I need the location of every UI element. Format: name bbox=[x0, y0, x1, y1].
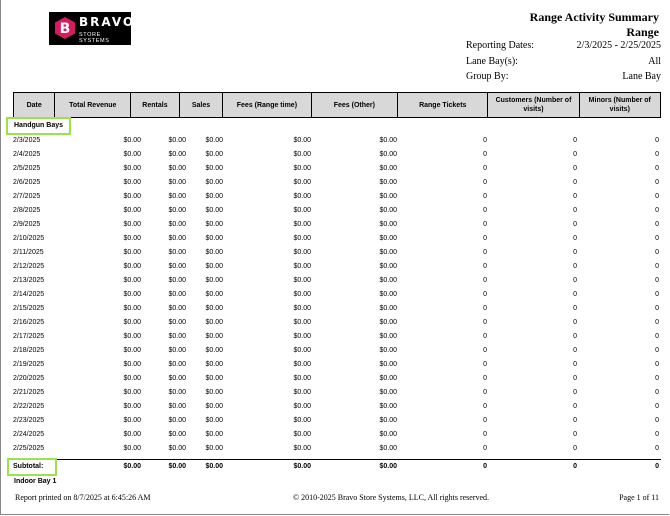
cell-range-tickets: 0 bbox=[483, 235, 487, 242]
cell-minors: 0 bbox=[655, 207, 659, 214]
col-range-tickets: Range Tickets bbox=[398, 93, 488, 118]
cell-date: 2/24/2025 bbox=[13, 431, 45, 438]
cell-customers: 0 bbox=[573, 221, 577, 228]
logo-brand: BRAVO bbox=[79, 15, 136, 29]
cell-date: 2/13/2025 bbox=[13, 277, 45, 284]
cell-rentals: $0.00 bbox=[168, 417, 186, 424]
cell-rentals: $0.00 bbox=[168, 263, 186, 270]
cell-minors: 0 bbox=[655, 417, 659, 424]
cell-range-tickets: 0 bbox=[483, 151, 487, 158]
cell-customers: 0 bbox=[573, 403, 577, 410]
cell-fees-range: $0.00 bbox=[293, 207, 311, 214]
cell-fees-range: $0.00 bbox=[293, 417, 311, 424]
cell-customers: 0 bbox=[573, 333, 577, 340]
cell-sales: $0.00 bbox=[205, 375, 223, 382]
cell-minors: 0 bbox=[655, 431, 659, 438]
cell-total-revenue: $0.00 bbox=[123, 305, 141, 312]
cell-fees-range: $0.00 bbox=[293, 277, 311, 284]
cell-minors: 0 bbox=[655, 277, 659, 284]
cell-minors: 0 bbox=[655, 151, 659, 158]
cell-range-tickets: 0 bbox=[483, 375, 487, 382]
cell-sales: $0.00 bbox=[205, 347, 223, 354]
table-row bbox=[13, 358, 661, 372]
highlight-subtotal bbox=[7, 458, 57, 476]
cell-fees-other: $0.00 bbox=[379, 249, 397, 256]
cell-customers: 0 bbox=[573, 179, 577, 186]
cell-rentals: $0.00 bbox=[168, 305, 186, 312]
cell-sales: $0.00 bbox=[205, 193, 223, 200]
cell-fees-range: $0.00 bbox=[293, 263, 311, 270]
cell-customers: 0 bbox=[573, 361, 577, 368]
table-row bbox=[13, 260, 661, 274]
cell-minors: 0 bbox=[655, 347, 659, 354]
cell-range-tickets: 0 bbox=[483, 347, 487, 354]
cell-rentals: $0.00 bbox=[168, 319, 186, 326]
table-row bbox=[13, 274, 661, 288]
cell-fees-other: $0.00 bbox=[379, 361, 397, 368]
cell-fees-other: $0.00 bbox=[379, 277, 397, 284]
cell-total-revenue: $0.00 bbox=[123, 333, 141, 340]
cell-sales: $0.00 bbox=[205, 165, 223, 172]
cell-date: 2/3/2025 bbox=[13, 137, 41, 144]
cell-rentals: $0.00 bbox=[168, 235, 186, 242]
cell-fees-range: $0.00 bbox=[293, 445, 311, 452]
cell-date: 2/20/2025 bbox=[13, 375, 45, 382]
cell-fees-range: $0.00 bbox=[293, 165, 311, 172]
cell-minors: 0 bbox=[655, 221, 659, 228]
cell-fees-range: $0.00 bbox=[293, 193, 311, 200]
cell-customers: 0 bbox=[573, 445, 577, 452]
table-row bbox=[13, 302, 661, 316]
cell-minors: 0 bbox=[655, 137, 659, 144]
cell-minors: 0 bbox=[655, 319, 659, 326]
cell-fees-other: $0.00 bbox=[379, 403, 397, 410]
table-row bbox=[13, 190, 661, 204]
cell-fees-other: $0.00 bbox=[379, 179, 397, 186]
table-row bbox=[13, 442, 661, 456]
cell-fees-range: $0.00 bbox=[293, 361, 311, 368]
footer-page-number: Page 1 of 11 bbox=[619, 493, 659, 502]
cell-fees-other: $0.00 bbox=[379, 235, 397, 242]
cell-date: 2/22/2025 bbox=[13, 403, 45, 410]
group-indoor-bay-1: Indoor Bay 1 bbox=[14, 478, 57, 485]
cell-fees-range: $0.00 bbox=[293, 235, 311, 242]
subtotal-row bbox=[13, 459, 661, 474]
cell-fees-other: $0.00 bbox=[379, 151, 397, 158]
cell-rentals: $0.00 bbox=[168, 151, 186, 158]
cell-minors: 0 bbox=[655, 193, 659, 200]
cell-range-tickets: 0 bbox=[483, 333, 487, 340]
cell-total-revenue: $0.00 bbox=[123, 221, 141, 228]
cell-range-tickets: 0 bbox=[483, 361, 487, 368]
cell-customers: 0 bbox=[573, 137, 577, 144]
cell-total-revenue: $0.00 bbox=[123, 431, 141, 438]
cell-rentals: $0.00 bbox=[168, 249, 186, 256]
cell-fees-other: $0.00 bbox=[379, 291, 397, 298]
cell-sales: $0.00 bbox=[205, 305, 223, 312]
cell-fees-other: $0.00 bbox=[379, 445, 397, 452]
group-handgun-bays: Handgun Bays bbox=[14, 122, 64, 129]
subtotal-sales: $0.00 bbox=[205, 463, 223, 470]
cell-total-revenue: $0.00 bbox=[123, 389, 141, 396]
col-rentals: Rentals bbox=[131, 93, 180, 118]
cell-customers: 0 bbox=[573, 207, 577, 214]
cell-fees-range: $0.00 bbox=[293, 389, 311, 396]
cell-fees-other: $0.00 bbox=[379, 319, 397, 326]
cell-date: 2/18/2025 bbox=[13, 347, 45, 354]
bravo-logo bbox=[49, 12, 136, 45]
cell-total-revenue: $0.00 bbox=[123, 291, 141, 298]
footer-copyright: © 2010-2025 Bravo Store Systems, LLC, All rights reserved. bbox=[293, 493, 490, 502]
cell-rentals: $0.00 bbox=[168, 221, 186, 228]
cell-customers: 0 bbox=[573, 319, 577, 326]
cell-sales: $0.00 bbox=[205, 417, 223, 424]
cell-rentals: $0.00 bbox=[168, 445, 186, 452]
cell-sales: $0.00 bbox=[205, 333, 223, 340]
cell-date: 2/15/2025 bbox=[13, 305, 45, 312]
cell-date: 2/11/2025 bbox=[13, 249, 44, 256]
cell-customers: 0 bbox=[573, 417, 577, 424]
cell-rentals: $0.00 bbox=[168, 193, 186, 200]
meta-label: Lane Bay(s): bbox=[466, 56, 518, 67]
cell-sales: $0.00 bbox=[205, 263, 223, 270]
cell-fees-range: $0.00 bbox=[293, 221, 311, 228]
cell-minors: 0 bbox=[655, 403, 659, 410]
cell-fees-other: $0.00 bbox=[379, 389, 397, 396]
cell-rentals: $0.00 bbox=[168, 403, 186, 410]
table-row bbox=[13, 344, 661, 358]
cell-fees-range: $0.00 bbox=[293, 137, 311, 144]
cell-fees-other: $0.00 bbox=[379, 137, 397, 144]
table-row bbox=[13, 288, 661, 302]
table-row bbox=[13, 148, 661, 162]
cell-minors: 0 bbox=[655, 291, 659, 298]
cell-total-revenue: $0.00 bbox=[123, 249, 141, 256]
cell-rentals: $0.00 bbox=[168, 431, 186, 438]
meta-value: All bbox=[648, 56, 661, 67]
cell-sales: $0.00 bbox=[205, 403, 223, 410]
cell-rentals: $0.00 bbox=[168, 207, 186, 214]
cell-date: 2/21/2025 bbox=[13, 389, 45, 396]
cell-rentals: $0.00 bbox=[168, 277, 186, 284]
cell-sales: $0.00 bbox=[205, 179, 223, 186]
cell-fees-other: $0.00 bbox=[379, 417, 397, 424]
cell-minors: 0 bbox=[655, 235, 659, 242]
cell-minors: 0 bbox=[655, 305, 659, 312]
subtotal-fees-other: $0.00 bbox=[379, 463, 397, 470]
col-customers: Customers (Number of visits) bbox=[488, 93, 579, 118]
cell-date: 2/25/2025 bbox=[13, 445, 45, 452]
cell-total-revenue: $0.00 bbox=[123, 319, 141, 326]
cell-fees-other: $0.00 bbox=[379, 431, 397, 438]
table-row bbox=[13, 232, 661, 246]
cell-rentals: $0.00 bbox=[168, 333, 186, 340]
cell-date: 2/16/2025 bbox=[13, 319, 45, 326]
cell-date: 2/8/2025 bbox=[13, 207, 41, 214]
cell-range-tickets: 0 bbox=[483, 403, 487, 410]
cell-fees-range: $0.00 bbox=[293, 305, 311, 312]
cell-fees-other: $0.00 bbox=[379, 165, 397, 172]
cell-fees-other: $0.00 bbox=[379, 333, 397, 340]
cell-total-revenue: $0.00 bbox=[123, 179, 141, 186]
subtotal-fees-range: $0.00 bbox=[293, 463, 311, 470]
cell-rentals: $0.00 bbox=[168, 179, 186, 186]
cell-date: 2/6/2025 bbox=[13, 179, 41, 186]
report-table-header bbox=[13, 92, 661, 118]
table-row bbox=[13, 218, 661, 232]
cell-sales: $0.00 bbox=[205, 235, 223, 242]
report-rows bbox=[13, 134, 661, 456]
cell-range-tickets: 0 bbox=[483, 431, 487, 438]
cell-sales: $0.00 bbox=[205, 207, 223, 214]
cell-minors: 0 bbox=[655, 389, 659, 396]
meta-value: Lane Bay bbox=[622, 71, 661, 82]
cell-range-tickets: 0 bbox=[483, 445, 487, 452]
cell-customers: 0 bbox=[573, 305, 577, 312]
bravo-logo-icon bbox=[54, 16, 76, 40]
cell-fees-range: $0.00 bbox=[293, 179, 311, 186]
logo-letter: B bbox=[59, 21, 71, 37]
cell-sales: $0.00 bbox=[205, 361, 223, 368]
cell-fees-other: $0.00 bbox=[379, 347, 397, 354]
cell-range-tickets: 0 bbox=[483, 179, 487, 186]
cell-customers: 0 bbox=[573, 263, 577, 270]
table-row bbox=[13, 428, 661, 442]
cell-total-revenue: $0.00 bbox=[123, 403, 141, 410]
cell-minors: 0 bbox=[655, 445, 659, 452]
cell-date: 2/14/2025 bbox=[13, 291, 45, 298]
col-sales: Sales bbox=[179, 93, 222, 118]
cell-rentals: $0.00 bbox=[168, 137, 186, 144]
cell-minors: 0 bbox=[655, 165, 659, 172]
cell-customers: 0 bbox=[573, 431, 577, 438]
cell-minors: 0 bbox=[655, 361, 659, 368]
cell-date: 2/9/2025 bbox=[13, 221, 41, 228]
cell-total-revenue: $0.00 bbox=[123, 347, 141, 354]
cell-range-tickets: 0 bbox=[483, 207, 487, 214]
cell-sales: $0.00 bbox=[205, 319, 223, 326]
col-minors: Minors (Number of visits) bbox=[579, 93, 660, 118]
cell-fees-range: $0.00 bbox=[293, 403, 311, 410]
cell-rentals: $0.00 bbox=[168, 375, 186, 382]
subtotal-customers: 0 bbox=[573, 463, 577, 470]
cell-fees-range: $0.00 bbox=[293, 347, 311, 354]
cell-customers: 0 bbox=[573, 249, 577, 256]
cell-range-tickets: 0 bbox=[483, 291, 487, 298]
cell-fees-range: $0.00 bbox=[293, 431, 311, 438]
cell-date: 2/7/2025 bbox=[13, 193, 41, 200]
cell-total-revenue: $0.00 bbox=[123, 193, 141, 200]
report-title bbox=[530, 10, 659, 40]
cell-rentals: $0.00 bbox=[168, 389, 186, 396]
cell-fees-other: $0.00 bbox=[379, 221, 397, 228]
cell-minors: 0 bbox=[655, 179, 659, 186]
cell-date: 2/23/2025 bbox=[13, 417, 45, 424]
col-fees-other: Fees (Other) bbox=[311, 93, 398, 118]
cell-sales: $0.00 bbox=[205, 137, 223, 144]
cell-range-tickets: 0 bbox=[483, 165, 487, 172]
table-row bbox=[13, 176, 661, 190]
cell-total-revenue: $0.00 bbox=[123, 165, 141, 172]
cell-customers: 0 bbox=[573, 193, 577, 200]
cell-fees-other: $0.00 bbox=[379, 207, 397, 214]
cell-fees-range: $0.00 bbox=[293, 249, 311, 256]
cell-range-tickets: 0 bbox=[483, 193, 487, 200]
cell-total-revenue: $0.00 bbox=[123, 137, 141, 144]
cell-rentals: $0.00 bbox=[168, 291, 186, 298]
cell-range-tickets: 0 bbox=[483, 221, 487, 228]
cell-sales: $0.00 bbox=[205, 445, 223, 452]
cell-fees-other: $0.00 bbox=[379, 263, 397, 270]
cell-date: 2/19/2025 bbox=[13, 361, 45, 368]
cell-range-tickets: 0 bbox=[483, 319, 487, 326]
cell-sales: $0.00 bbox=[205, 431, 223, 438]
cell-sales: $0.00 bbox=[205, 389, 223, 396]
cell-total-revenue: $0.00 bbox=[123, 263, 141, 270]
meta-label: Group By: bbox=[466, 71, 509, 82]
col-total-revenue: Total Revenue bbox=[55, 93, 131, 118]
cell-customers: 0 bbox=[573, 165, 577, 172]
cell-range-tickets: 0 bbox=[483, 263, 487, 270]
cell-sales: $0.00 bbox=[205, 151, 223, 158]
col-date: Date bbox=[14, 93, 55, 118]
cell-range-tickets: 0 bbox=[483, 249, 487, 256]
cell-date: 2/10/2025 bbox=[13, 235, 45, 242]
cell-rentals: $0.00 bbox=[168, 165, 186, 172]
report-title-line2: Range bbox=[626, 25, 659, 39]
table-row bbox=[13, 386, 661, 400]
meta-value: 2/3/2025 - 2/25/2025 bbox=[576, 40, 661, 51]
cell-customers: 0 bbox=[573, 291, 577, 298]
cell-date: 2/4/2025 bbox=[13, 151, 41, 158]
footer-printed: Report printed on 8/7/2025 at 6:45:26 AM bbox=[15, 493, 151, 502]
cell-sales: $0.00 bbox=[205, 291, 223, 298]
cell-total-revenue: $0.00 bbox=[123, 417, 141, 424]
table-row bbox=[13, 372, 661, 386]
table-row bbox=[13, 204, 661, 218]
cell-total-revenue: $0.00 bbox=[123, 277, 141, 284]
cell-customers: 0 bbox=[573, 277, 577, 284]
cell-sales: $0.00 bbox=[205, 277, 223, 284]
cell-total-revenue: $0.00 bbox=[123, 445, 141, 452]
cell-fees-other: $0.00 bbox=[379, 375, 397, 382]
cell-minors: 0 bbox=[655, 375, 659, 382]
table-row bbox=[13, 246, 661, 260]
subtotal-label: Subtotal: bbox=[13, 463, 44, 470]
cell-customers: 0 bbox=[573, 235, 577, 242]
cell-date: 2/5/2025 bbox=[13, 165, 41, 172]
table-row bbox=[13, 414, 661, 428]
report-title-line1: Range Activity Summary bbox=[529, 10, 659, 24]
cell-minors: 0 bbox=[655, 263, 659, 270]
cell-customers: 0 bbox=[573, 375, 577, 382]
highlight-group bbox=[6, 117, 71, 135]
cell-total-revenue: $0.00 bbox=[123, 151, 141, 158]
cell-sales: $0.00 bbox=[205, 221, 223, 228]
subtotal-range-tickets: 0 bbox=[483, 463, 487, 470]
cell-date: 2/17/2025 bbox=[13, 333, 45, 340]
cell-total-revenue: $0.00 bbox=[123, 361, 141, 368]
cell-range-tickets: 0 bbox=[483, 305, 487, 312]
cell-minors: 0 bbox=[655, 333, 659, 340]
cell-fees-other: $0.00 bbox=[379, 193, 397, 200]
table-row bbox=[13, 134, 661, 148]
subtotal-total-revenue: $0.00 bbox=[123, 463, 141, 470]
cell-fees-range: $0.00 bbox=[293, 333, 311, 340]
cell-range-tickets: 0 bbox=[483, 277, 487, 284]
cell-fees-other: $0.00 bbox=[379, 305, 397, 312]
cell-fees-range: $0.00 bbox=[293, 375, 311, 382]
cell-rentals: $0.00 bbox=[168, 347, 186, 354]
table-row bbox=[13, 316, 661, 330]
cell-range-tickets: 0 bbox=[483, 417, 487, 424]
cell-total-revenue: $0.00 bbox=[123, 207, 141, 214]
subtotal-rentals: $0.00 bbox=[168, 463, 186, 470]
cell-fees-range: $0.00 bbox=[293, 151, 311, 158]
cell-sales: $0.00 bbox=[205, 249, 223, 256]
cell-range-tickets: 0 bbox=[483, 137, 487, 144]
cell-total-revenue: $0.00 bbox=[123, 235, 141, 242]
meta-label: Reporting Dates: bbox=[466, 40, 535, 51]
cell-date: 2/12/2025 bbox=[13, 263, 45, 270]
cell-total-revenue: $0.00 bbox=[123, 375, 141, 382]
cell-fees-range: $0.00 bbox=[293, 291, 311, 298]
cell-rentals: $0.00 bbox=[168, 361, 186, 368]
table-row bbox=[13, 400, 661, 414]
cell-customers: 0 bbox=[573, 389, 577, 396]
subtotal-minors: 0 bbox=[655, 463, 659, 470]
cell-minors: 0 bbox=[655, 249, 659, 256]
logo-subtitle: STORE SYSTEMS bbox=[79, 32, 110, 44]
col-fees-range: Fees (Range time) bbox=[223, 93, 311, 118]
cell-range-tickets: 0 bbox=[483, 389, 487, 396]
table-row bbox=[13, 162, 661, 176]
cell-customers: 0 bbox=[573, 347, 577, 354]
table-row bbox=[13, 330, 661, 344]
cell-customers: 0 bbox=[573, 151, 577, 158]
cell-fees-range: $0.00 bbox=[293, 319, 311, 326]
